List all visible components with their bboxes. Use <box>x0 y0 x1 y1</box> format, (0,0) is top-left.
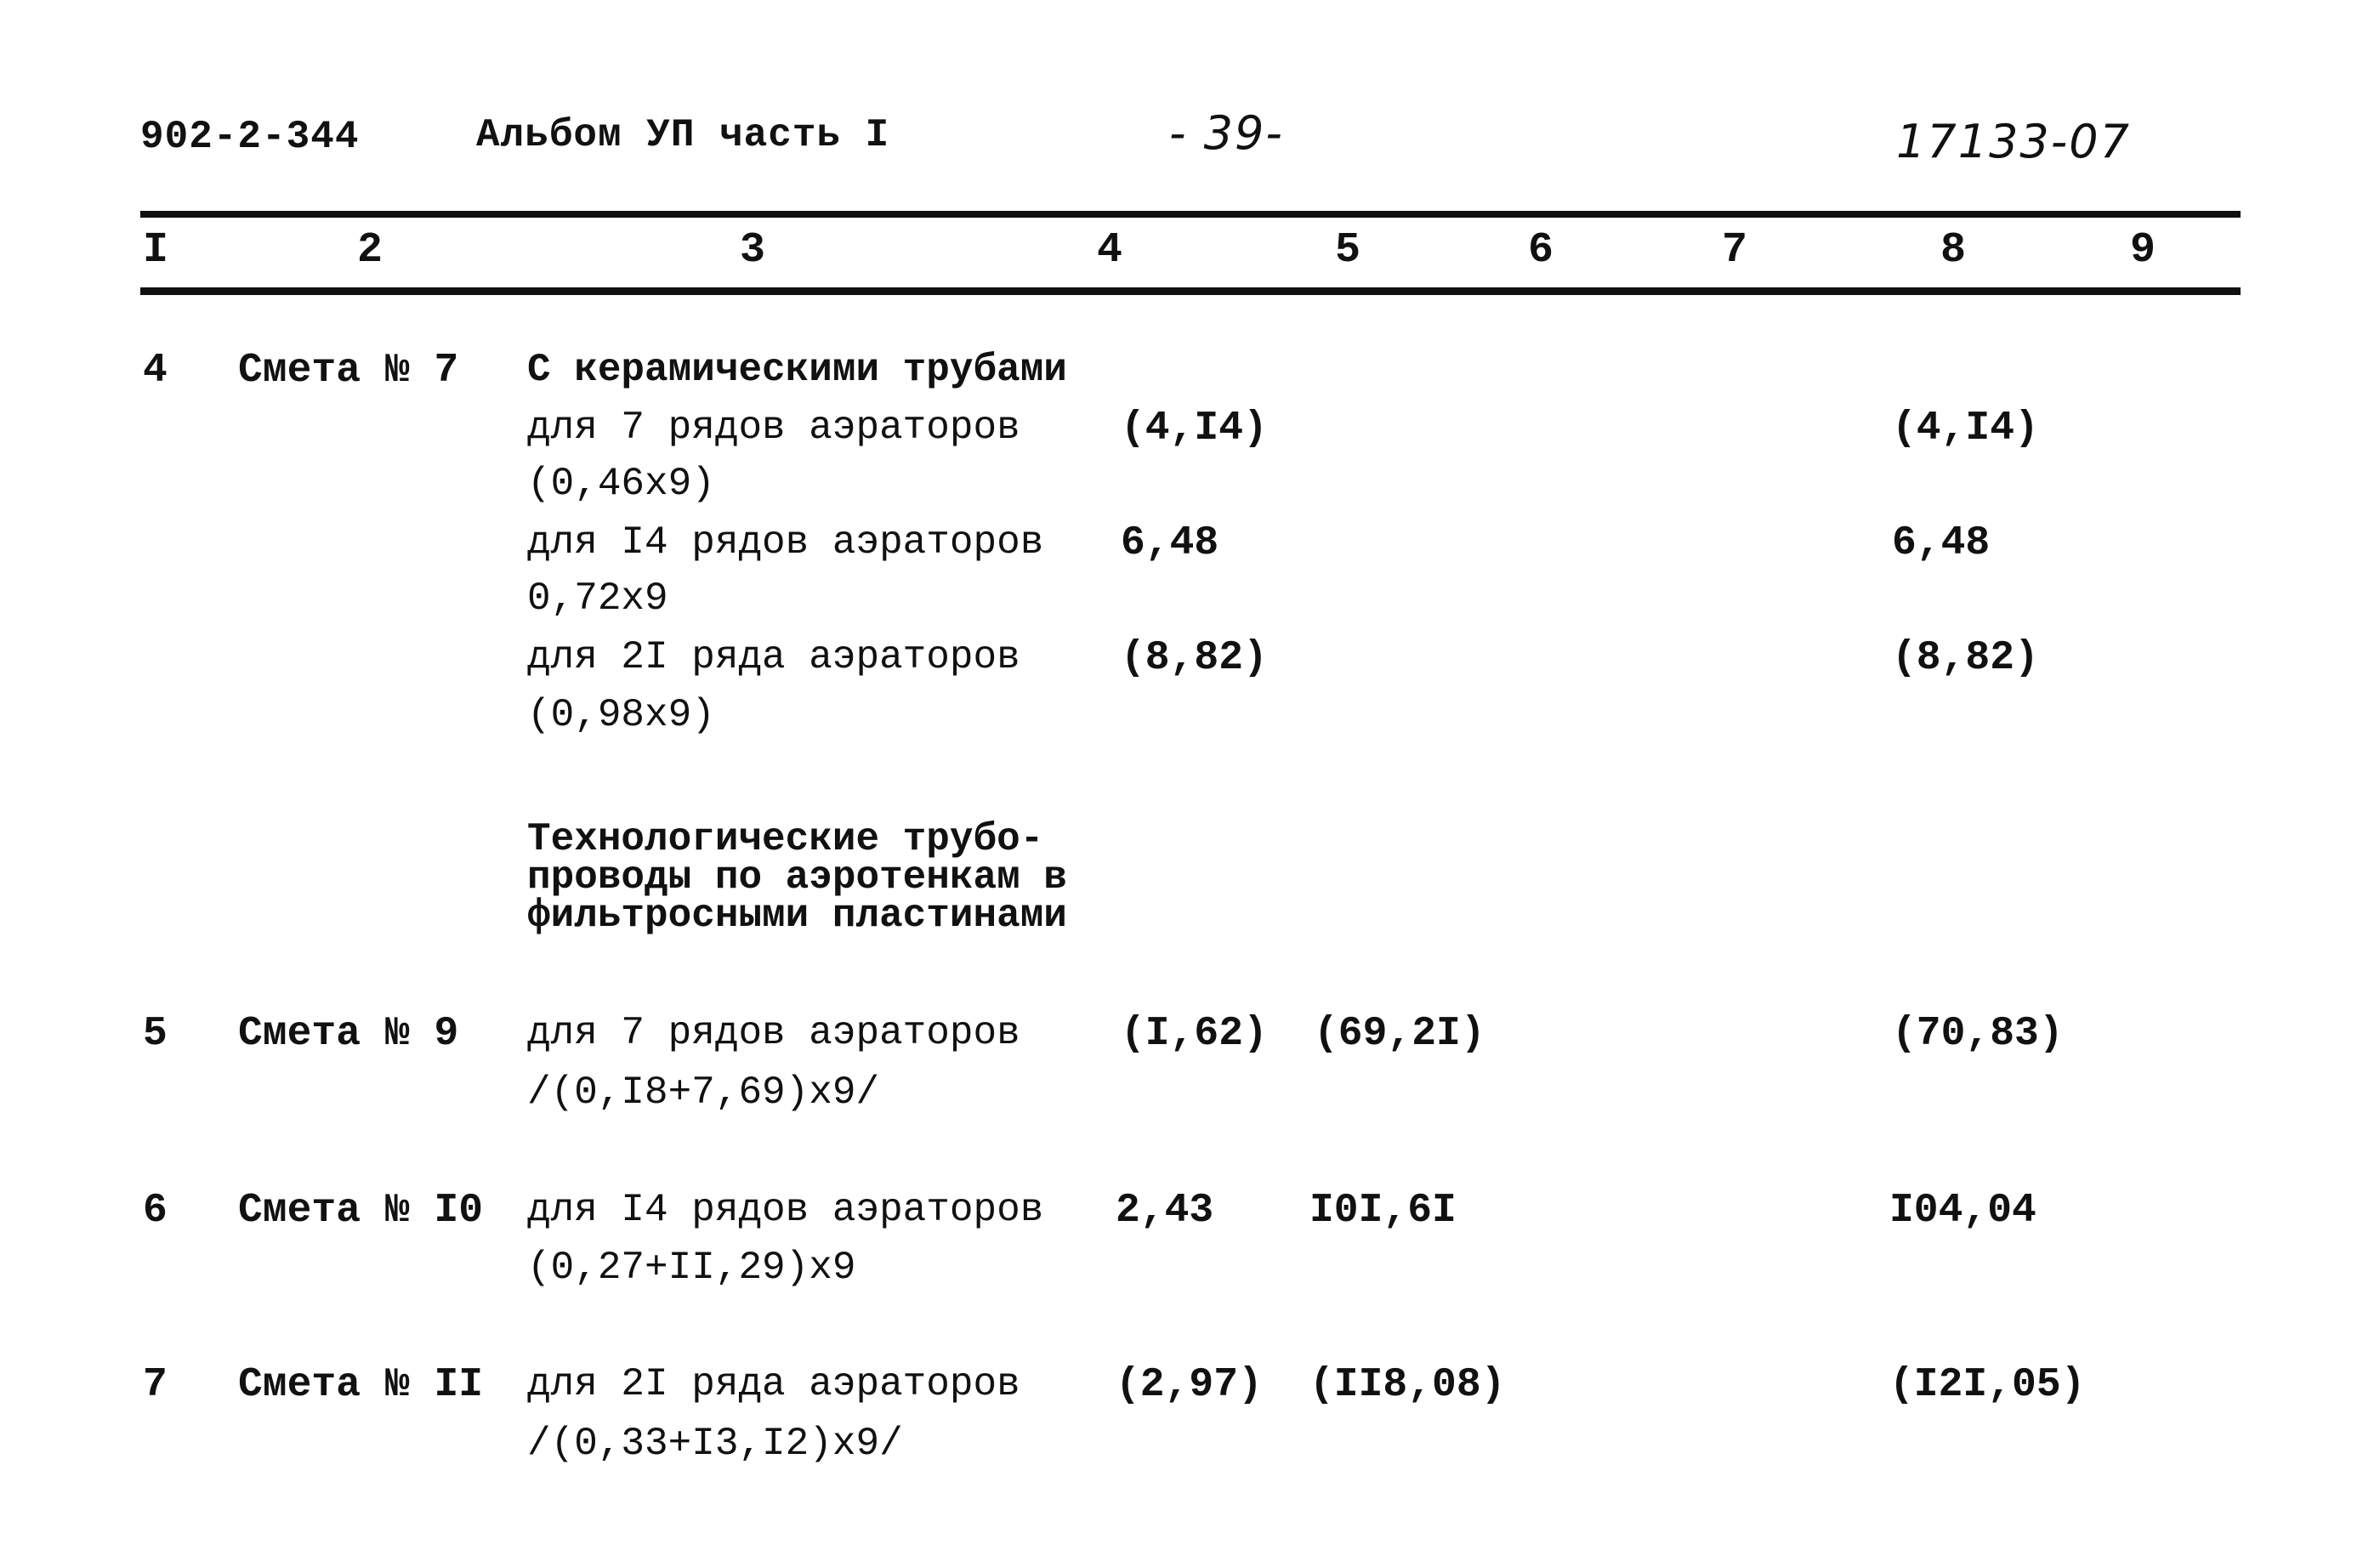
column-header-2: 2 <box>357 226 383 275</box>
column-header-3: 3 <box>740 226 766 275</box>
row-number: 5 <box>143 1011 168 1057</box>
description-formula: (0,46х9) <box>527 462 715 506</box>
value-col4: (8,82) <box>1121 635 1268 681</box>
value-col4: 6,48 <box>1121 520 1219 566</box>
column-header-6: 6 <box>1528 226 1554 275</box>
estimate-label: Смета № II <box>238 1362 484 1408</box>
value-col8: (8,82) <box>1892 635 2039 681</box>
section-heading-technological: Технологические трубо- проводы по аэротенкам в фильтросными пластинами <box>527 817 1067 939</box>
table-header-bottom-rule <box>140 287 2241 295</box>
value-col4: 2,43 <box>1116 1188 1214 1234</box>
description-formula: 0,72х9 <box>527 576 668 621</box>
table-top-rule <box>140 211 2241 218</box>
column-header-4: 4 <box>1097 226 1123 275</box>
value-col4: (4,I4) <box>1121 406 1268 451</box>
reference-number: 17133-07 <box>1896 115 2131 168</box>
value-col8: I04,04 <box>1889 1188 2036 1234</box>
estimate-label: Смета № 9 <box>238 1011 459 1057</box>
value-col8: (70,83) <box>1892 1011 2064 1057</box>
column-header-1: I <box>143 226 169 275</box>
description-formula: /(0,I8+7,69)х9/ <box>527 1070 880 1115</box>
row-number: 6 <box>143 1188 168 1234</box>
description-line: для 7 рядов аэраторов <box>527 406 1020 450</box>
column-header-7: 7 <box>1722 226 1748 275</box>
column-header-5: 5 <box>1335 226 1361 275</box>
description-line: для 2I ряда аэраторов <box>527 635 1020 679</box>
column-header-9: 9 <box>2130 226 2156 275</box>
description-line: для 2I ряда аэраторов <box>527 1362 1020 1406</box>
section-heading: С керамическими трубами <box>527 348 1067 392</box>
value-col5: (II8,08) <box>1309 1362 1506 1408</box>
description-line: для I4 рядов аэраторов <box>527 520 1044 565</box>
value-col8: (I2I,05) <box>1889 1362 2086 1408</box>
description-formula: (0,27+II,29)х9 <box>527 1246 856 1290</box>
value-col5: I0I,6I <box>1309 1188 1457 1234</box>
description-line: для I4 рядов аэраторов <box>527 1188 1044 1232</box>
estimate-label: Смета № I0 <box>238 1188 484 1234</box>
document-code: 902-2-344 <box>140 115 360 159</box>
album-title: Альбом УП часть I <box>476 113 890 157</box>
value-col4: (I,62) <box>1121 1011 1268 1057</box>
value-col8: (4,I4) <box>1892 406 2039 451</box>
estimate-label: Смета № 7 <box>238 348 459 394</box>
row-number: 7 <box>143 1362 168 1408</box>
value-col4: (2,97) <box>1116 1362 1263 1408</box>
column-header-8: 8 <box>1940 226 1967 275</box>
value-col8: 6,48 <box>1892 520 1991 566</box>
description-line: для 7 рядов аэраторов <box>527 1011 1020 1055</box>
description-formula: (0,98х9) <box>527 693 715 737</box>
row-number: 4 <box>143 348 168 394</box>
value-col5: (69,2I) <box>1314 1011 1485 1057</box>
description-formula: /(0,33+I3,I2)х9/ <box>527 1422 903 1466</box>
page-number: - 39- <box>1169 106 1284 160</box>
